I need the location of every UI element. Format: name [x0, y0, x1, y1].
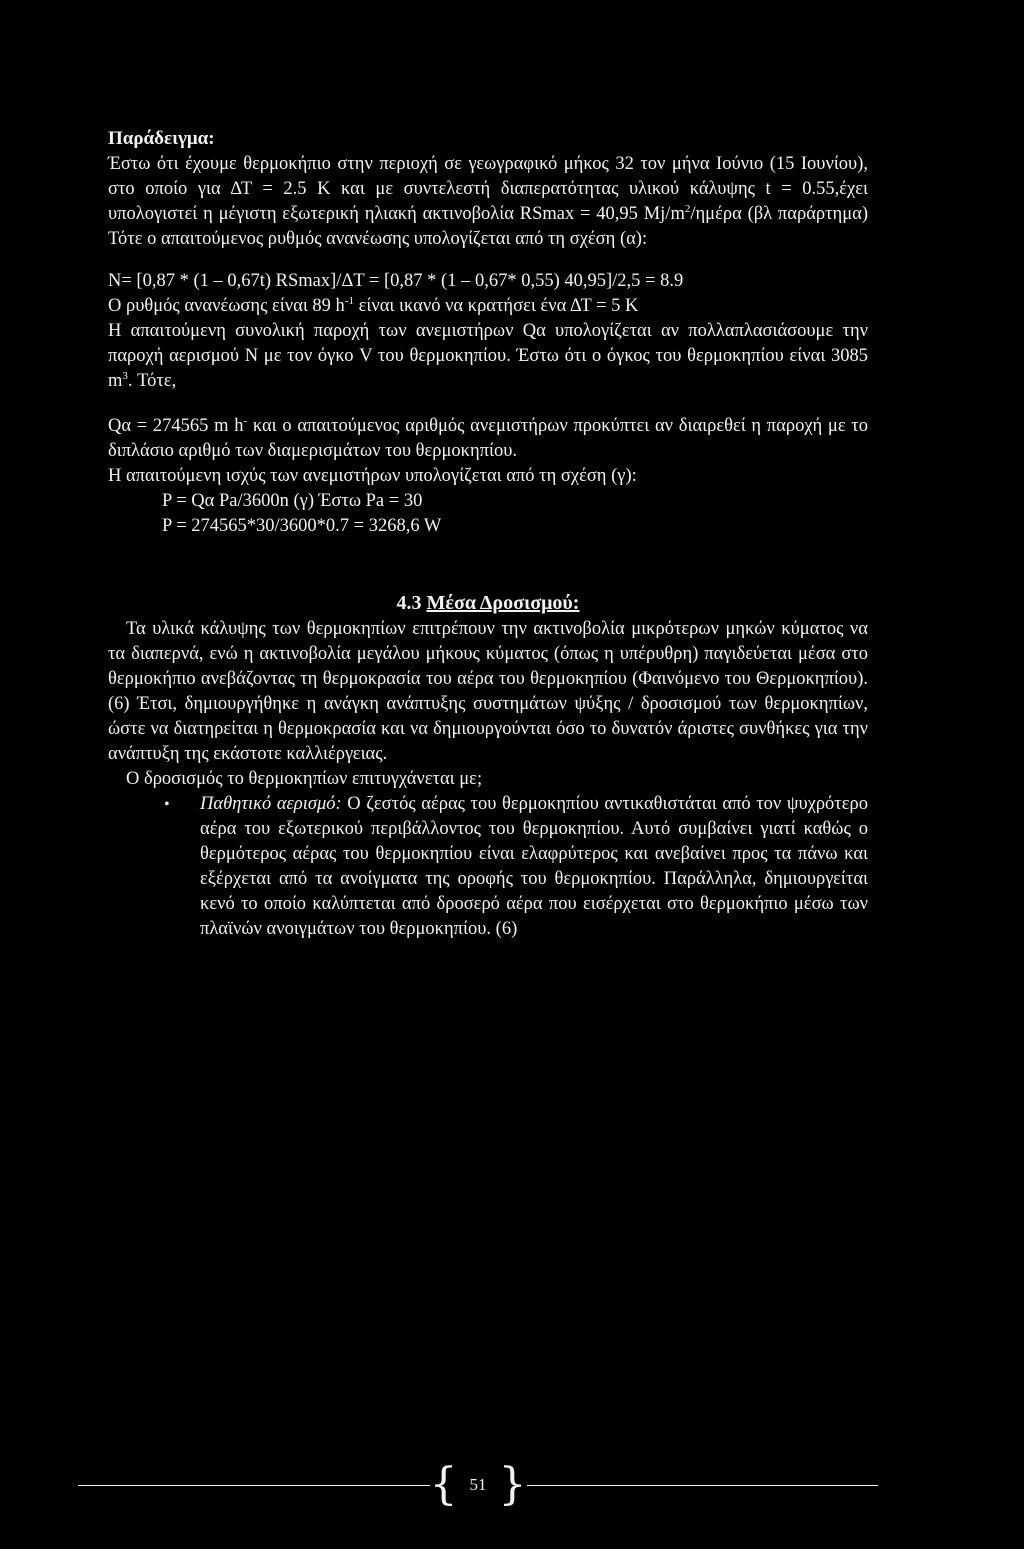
power-equations — [108, 489, 868, 539]
power-equation-1: P = Qα Pa/3600n (γ) Έστω Pa = 30 — [162, 491, 423, 511]
example-intro-paragraph — [108, 152, 868, 252]
fan-flow-text: Η απαιτούμενη συνολική παροχή των ανεμιστήρων Qα υπολογίζεται αν πολλαπλασιάσουμε την παροχή αερισμού Ν με τον όγκο V του θερμοκηπίου. Έστω ότι ο όγκος του θερμοκηπίου είναι 3085 m — [108, 321, 868, 391]
passive-ventilation-text — [200, 792, 868, 942]
section-number: 4.3 — [396, 592, 422, 614]
page-number: 51 — [469, 1475, 487, 1494]
right-brace: } — [498, 1459, 527, 1510]
fan-flow-paragraph — [108, 319, 868, 394]
ventilation-equation: N= [0,87 * (1 – 0,67t) RSmax]/ΔT = [0,87 * (1 – 0,67* 0,55) 40,95]/2,5 = 8.9 — [108, 271, 684, 291]
qa-paragraph — [108, 414, 868, 464]
unit-exponent: 2 — [684, 203, 691, 215]
document-page — [108, 126, 868, 942]
volume-exponent: 3 — [122, 370, 128, 382]
footer-rule-left — [78, 1485, 430, 1486]
power-equation-2: P = 274565*30/3600*0.7 = 3268,6 W — [162, 516, 442, 536]
rate-text: Ο ρυθμός ανανέωσης είναι 89 h — [108, 296, 345, 316]
passive-ventilation-description: Ο ζεστός αέρας του θερμοκηπίου αντικαθιστάται από τον ψυχρότερο αέρα του εξωτερικού περιβάλλοντος του θερμοκηπίου. Αυτό συμβαίνει γιατί καθώς ο θερμότερος αέρας του θερμοκηπίου είναι ελαφρύτερος και ανεβαίνει προς τα πάνω και εξέρχεται από τα ανοίγματα της οροφής του θερμοκηπίου. Παράλληλα, δημιουργείται κενό το οποίο καλύπτεται από δροσερό αέρα που εισέρχεται στο θερμοκήπιο μέσω των πλαϊνών ανοιγμάτων του θερμοκηπίου. (6) — [200, 794, 868, 939]
section-heading — [108, 589, 868, 617]
cooling-methods-intro: Ο δροσισμός το θερμοκηπίων επιτυγχάνεται με; — [126, 769, 483, 789]
rate-statement — [108, 294, 868, 319]
left-brace: { — [429, 1459, 458, 1510]
example-intro-text: Έστω ότι έχουμε θερμοκήπιο στην περιοχή σε γεωγραφικό μήκος 32 τον μήνα Ιούνιο (15 Ιουνίου), στο οποίο για ΔΤ = 2.5 Κ και με συντελεστή διαπερατότητας υλικού κάλυψης t = 0.55,έχει υπολογιστεί η μέγιστη εξωτερική ηλιακή ακτινοβολία RSmax = 40,95 Mj/m — [108, 154, 868, 224]
rate-text-rest: είναι ικανό να κρατήσει ένα ΔΤ = 5 Κ — [353, 296, 639, 316]
example-heading: Παράδειγμα: — [108, 128, 215, 149]
footer-rule-right — [527, 1485, 879, 1486]
fan-flow-rest: . Τότε, — [127, 371, 177, 391]
rate-exponent: -1 — [344, 295, 354, 307]
power-intro: Η απαιτούμενη ισχύς των ανεμιστήρων υπολογίζεται από τη σχέση (γ): — [108, 466, 637, 486]
bullet-icon: • — [164, 796, 170, 813]
qa-text: Qα = 274565 m h — [108, 416, 244, 436]
passive-ventilation-term: Παθητικό αερισμό: — [200, 794, 342, 814]
section-title: Μέσα Δροσισμού: — [426, 592, 580, 614]
qa-text-rest: και ο απαιτούμενος αριθμός ανεμιστήρων προκύπτει αν διαιρεθεί η παροχή με το διπλάσιο αριθμό των διαμερισμάτων του θερμοκηπίου. — [108, 416, 868, 461]
page-footer — [78, 1459, 878, 1510]
list-item — [108, 792, 868, 942]
cooling-paragraph: Τα υλικά κάλυψης των θερμοκηπίων επιτρέπουν την ακτινοβολία μικρότερων μηκών κύματος να τα διαπερνά, ενώ η ακτινοβολία μεγάλου μήκους κύματος (όπως η υπέρυθρη) παγιδεύεται μέσα στο θερμοκήπιο ανεβάζοντας τη θερμοκρασία του αέρα του θερμοκηπίου (Φαινόμενο του Θερμοκηπίου). (6) Έτσι, δημιουργήθηκε η ανάγκη ανάπτυξης συστημάτων ψύξης / δροσισμού των θερμοκηπίων, ώστε να διατηρείται η θερμοκρασία και να δημιουργούνται όσο το δυνατόν άριστες συνθήκες για την ανάπτυξη της εκάστοτε καλλιέργειας. — [108, 619, 868, 764]
example-intro-rest: /ημέρα (βλ παράρτημα) Τότε ο απαιτούμενος ρυθμός ανανέωσης υπολογίζεται από τη σχέση (α): — [108, 204, 868, 249]
qa-exponent: - — [243, 415, 248, 427]
